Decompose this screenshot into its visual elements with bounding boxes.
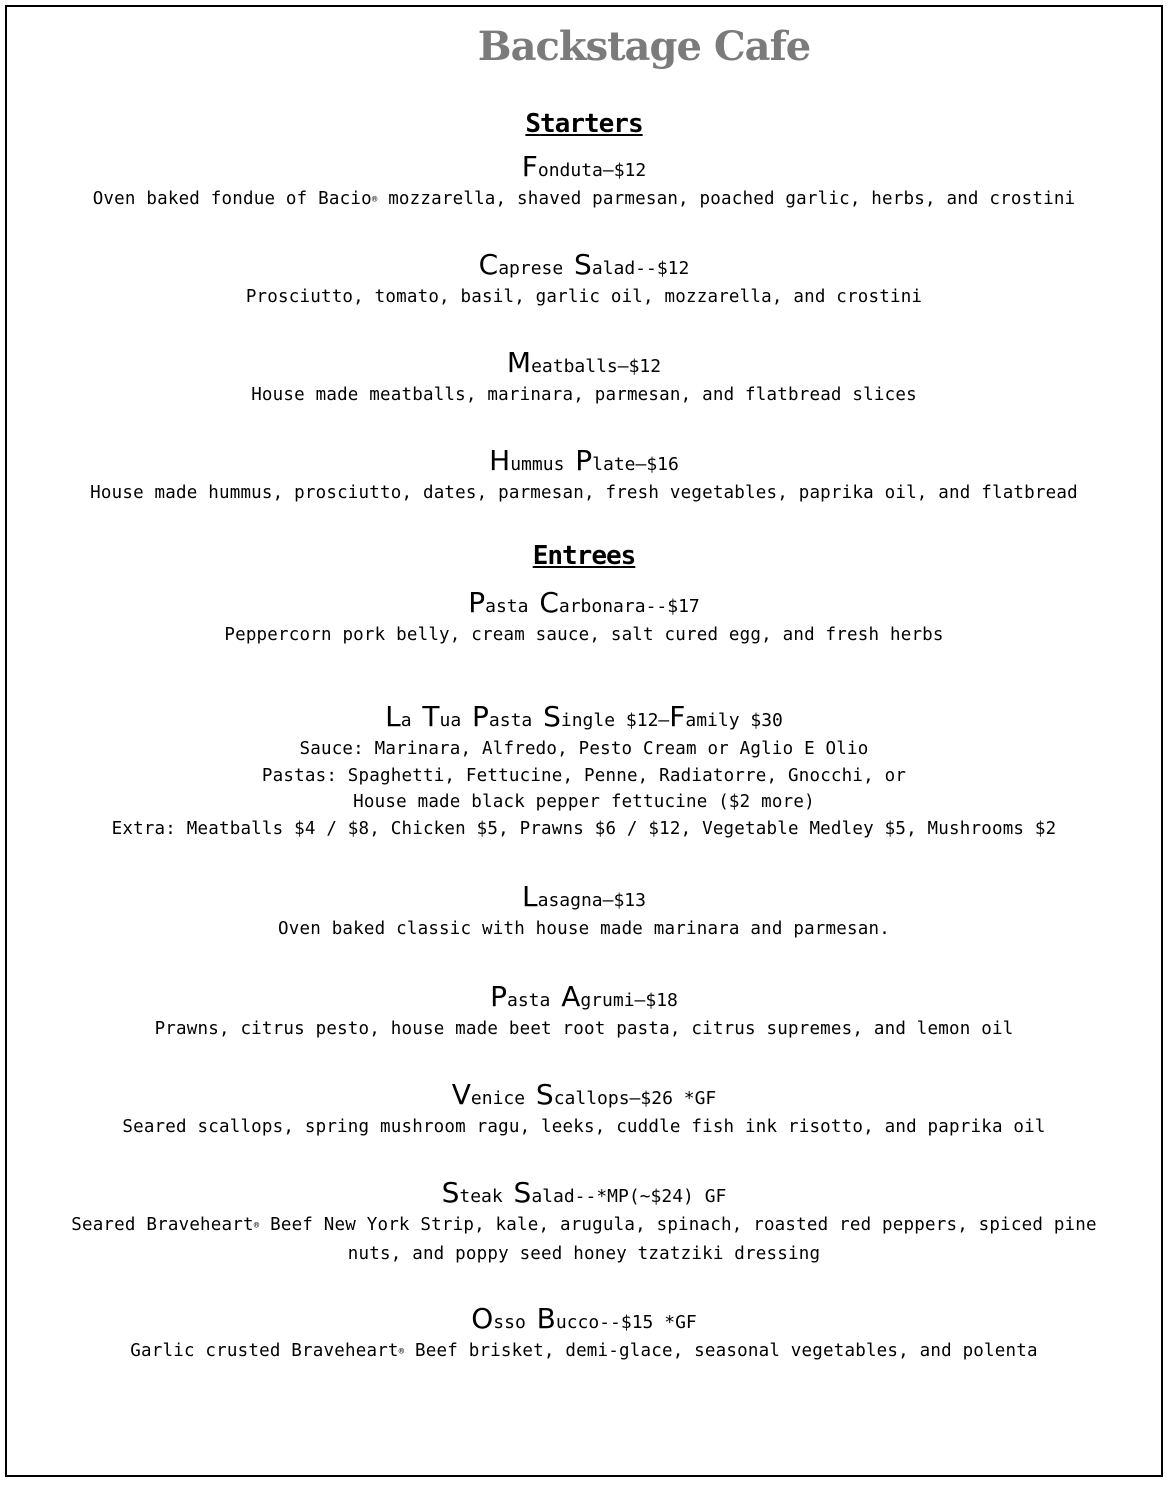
menu-item-osso-bucco [5, 1302, 1163, 1366]
item-description: House made hummus, prosciutto, dates, parmesan, fresh vegetables, paprika oil, and flatbread [90, 483, 1078, 503]
menu-page [5, 5, 1163, 1477]
item-description: Oven baked classic with house made marinara and parmesan. [278, 919, 890, 939]
menu-item-fonduta [5, 150, 1163, 214]
item-name: Pasta Carbonara--$17 [468, 586, 700, 619]
item-description-sauce: Sauce: Marinara, Alfredo, Pesto Cream or Aglio E Olio [299, 739, 869, 759]
item-description: Seared scallops, spring mushroom ragu, leeks, cuddle fish ink risotto, and paprika oil [122, 1117, 1046, 1137]
menu-item-caprese-salad [5, 248, 1163, 311]
item-description: House made meatballs, marinara, parmesan, and flatbread slices [251, 385, 917, 405]
item-description-extras: Extra: Meatballs $4 / $8, Chicken $5, Prawns $6 / $12, Vegetable Medley $5, Mushrooms $2 [111, 819, 1057, 839]
menu-item-hummus-plate [5, 444, 1163, 507]
item-name: La Tua Pasta Single $12–Family $30 [385, 700, 783, 733]
section-heading-starters: Starters [525, 109, 643, 139]
item-name: Caprese Salad--$12 [478, 248, 690, 281]
item-name: Meatballs—$12 [506, 346, 662, 379]
menu-item-pasta-agrumi [5, 980, 1163, 1043]
item-description: Garlic crusted Braveheart® Beef brisket, demi-glace, seasonal vegetables, and polenta [130, 1341, 1038, 1361]
item-description-pastas: Pastas: Spaghetti, Fettucine, Penne, Radiatorre, Gnocchi, or [261, 766, 907, 786]
item-description-continued: nuts, and poppy seed honey tzatziki dressing [347, 1244, 821, 1264]
item-description: Peppercorn pork belly, cream sauce, salt cured egg, and fresh herbs [224, 625, 944, 645]
item-name: Pasta Agrumi—$18 [490, 980, 678, 1013]
item-description: Prawns, citrus pesto, house made beet root pasta, citrus supremes, and lemon oil [154, 1019, 1014, 1039]
item-name: Lasagna—$13 [522, 880, 646, 913]
menu-item-meatballs [5, 346, 1163, 409]
menu-item-lasagna [5, 880, 1163, 943]
restaurant-title: Backstage Cafe [477, 23, 811, 70]
item-description: Oven baked fondue of Bacio® mozzarella, shaved parmesan, poached garlic, herbs, and crostini [92, 189, 1076, 209]
item-description-house-pasta: House made black pepper fettucine ($2 more) [353, 792, 815, 812]
menu-item-pasta-carbonara [5, 586, 1163, 649]
item-description: Prosciutto, tomato, basil, garlic oil, mozzarella, and crostini [245, 287, 923, 307]
menu-item-steak-salad [5, 1176, 1163, 1268]
item-name: Fonduta—$12 [521, 150, 647, 183]
menu-item-venice-scallops [5, 1078, 1163, 1141]
section-heading-entrees: Entrees [532, 541, 636, 571]
menu-item-la-tua-pasta [5, 700, 1163, 843]
item-description: Seared Braveheart® Beef New York Strip, kale, arugula, spinach, roasted red peppers, spiced pine [71, 1215, 1097, 1235]
item-name: Hummus Plate—$16 [489, 444, 679, 477]
item-name: Steak Salad--*MP(~$24) GF [441, 1176, 727, 1209]
item-name: Osso Bucco--$15 *GF [471, 1302, 697, 1335]
item-name: Venice Scallops—$26 *GF [451, 1078, 717, 1111]
